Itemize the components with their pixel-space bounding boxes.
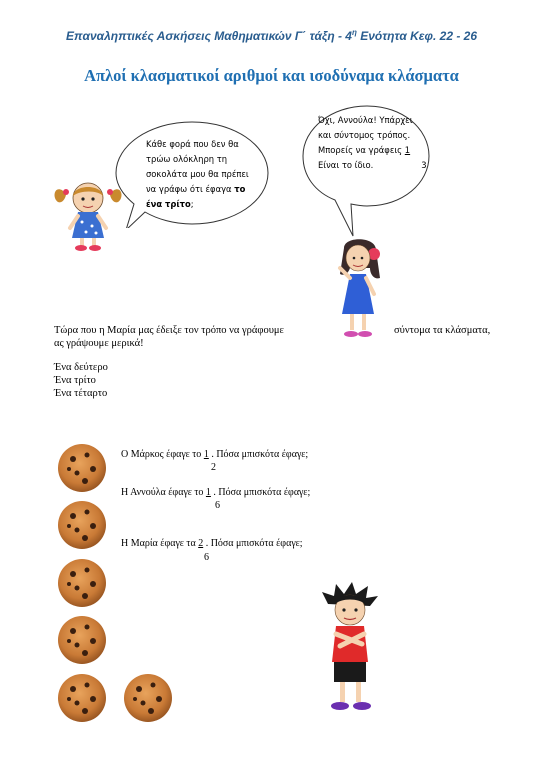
bubble-right-line: και σύντομος τρόπος. [318, 130, 411, 140]
fraction-item: Ένα δεύτερο [54, 362, 108, 373]
header-superscript: η [351, 28, 357, 37]
bubble-left-line: ένα τρίτο; [146, 199, 194, 209]
cookie-icon [55, 556, 109, 610]
bubble-left-line: τρώω ολόκληρη τη [146, 154, 228, 164]
bubble-left-bold-line: ένα τρίτο [146, 199, 191, 209]
intro-line-2: ας γράψουμε μερικά! [54, 338, 144, 349]
header-text-before: Επαναληπτικές Ασκήσεις Μαθηματικών Γ΄ τάξη - 4 [65, 29, 352, 43]
bubble-left-line: Κάθε φορά που δεν θα [146, 139, 239, 149]
bubble-right-numerator: 1 [404, 145, 411, 155]
fraction-item: Ένα τέταρτο [54, 388, 108, 399]
bubble-left-line: σοκολάτα μου θα πρέπει [146, 169, 249, 179]
bubble-left-text [146, 137, 249, 212]
question-denominator: 6 [215, 500, 220, 511]
question-denominator: 2 [211, 462, 216, 473]
question-numerator: 2 [198, 538, 204, 549]
cookie-icon [55, 671, 109, 725]
boy-markos-illustration [318, 582, 384, 716]
question-denominator: 6 [204, 552, 209, 563]
intro-line-1-part-1: Τώρα που η Μαρία μας έδειξε τον τρόπο να γράφουμε [54, 325, 284, 336]
bubble-left-line: να γράφω ότι έφαγα το [146, 184, 246, 194]
bubble-right-line: Είναι το ίδιο. 3 [318, 160, 427, 170]
page-title: Απλοί κλασματικοί αριθμοί και ισοδύναμα κλάσματα [84, 66, 459, 85]
cookie-icon [55, 613, 109, 667]
page-header [0, 28, 543, 43]
fraction-item: Ένα τρίτο [54, 375, 96, 386]
bubble-right-line: Μπορείς να γράφεις 1 [318, 145, 411, 155]
girl-annoula-illustration [52, 178, 124, 254]
header-text-after: Ενότητα Κεφ. 22 - 26 [356, 29, 478, 43]
cookie-icon [55, 441, 109, 495]
bubble-left-bold: το [234, 184, 246, 194]
girl-maria-illustration [330, 238, 390, 342]
question-numerator: 1 [205, 487, 211, 498]
question-maria: Η Μαρία έφαγε τα 2 . Πόσα μπισκότα έφαγε; [121, 538, 303, 549]
question-annoula: Η Αννούλα έφαγε το 1 . Πόσα μπισκότα έφαγε; [121, 487, 311, 498]
question-numerator: 1 [203, 449, 209, 460]
cookie-icon [55, 498, 109, 552]
bubble-right-line: Όχι, Αννούλα! Υπάρχει [318, 115, 413, 125]
bubble-right-text [318, 113, 427, 173]
intro-line-1-part-2: σύντομα τα κλάσματα, [394, 325, 491, 336]
bubble-right-denominator: 3 [421, 160, 427, 170]
cookie-icon [121, 671, 175, 725]
question-marko: Ο Μάρκος έφαγε το 1 . Πόσα μπισκότα έφαγε; [121, 449, 309, 460]
